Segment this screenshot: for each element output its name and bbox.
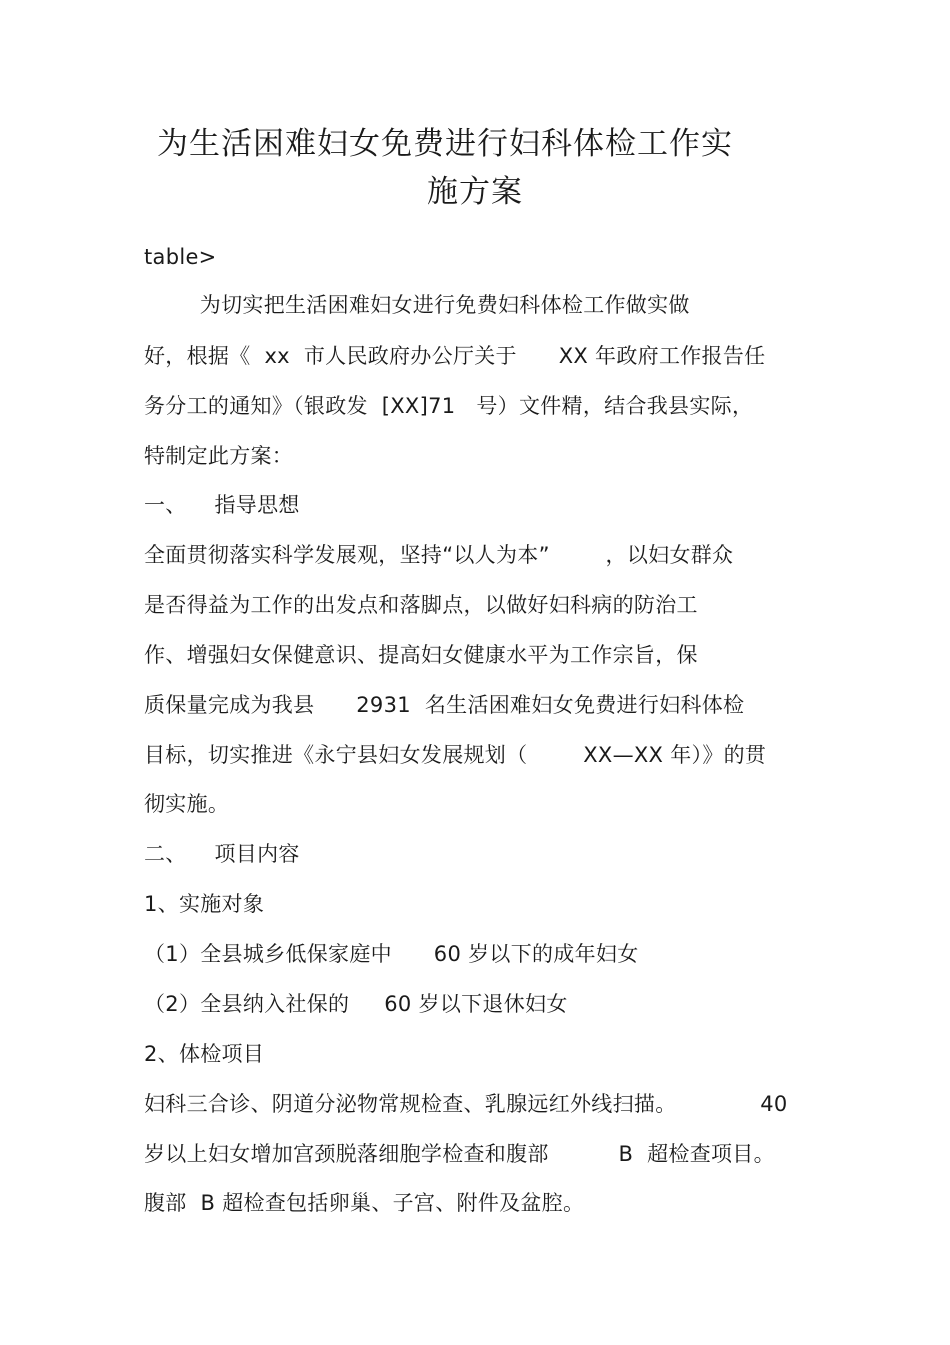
- document-title-line-2: 施方案: [427, 174, 523, 210]
- subsection-heading-1: 1、实施对象: [144, 892, 265, 916]
- subsection-heading-2: 2、体检项目: [144, 1042, 265, 1066]
- body-line-9: 作、增强妇女保健意识、提高妇女健康水平为工作宗旨，保: [144, 643, 698, 667]
- body-line-3: 好，根据《 xx 市人民政府办公厅关于 XX 年政府工作报告任: [144, 344, 766, 368]
- body-line-4: 务分工的通知》（银政发 [XX]71 号）文件精，结合我县实际，: [144, 394, 754, 418]
- body-line-19: 岁以上妇女增加宫颈脱落细胞学检查和腹部 B 超检查项目。: [144, 1142, 775, 1166]
- body-line-2: 为切实把生活困难妇女进行免费妇科体检工作做实做: [144, 293, 690, 317]
- body-line-10: 质保量完成为我县 2931 名生活困难妇女免费进行妇科体检: [144, 693, 745, 717]
- list-item-1: （1）全县城乡低保家庭中 60 岁以下的成年妇女: [144, 942, 639, 966]
- body-line-1: table>: [144, 245, 217, 269]
- body-line-18: 妇科三合诊、阴道分泌物常规检查、乳腺远红外线扫描。 40: [144, 1092, 788, 1116]
- list-item-2: （2）全县纳入社保的 60 岁以下退休妇女: [144, 992, 568, 1016]
- section-heading-2: 二、 项目内容: [144, 842, 300, 866]
- body-line-8: 是否得益为工作的出发点和落脚点，以做好妇科病的防治工: [144, 593, 698, 617]
- body-line-5: 特制定此方案：: [144, 444, 294, 468]
- document-title-line-1: 为生活困难妇女免费进行妇科体检工作实: [157, 126, 733, 162]
- body-line-12: 彻实施。: [144, 792, 230, 816]
- body-line-11: 目标，切实推进《永宁县妇女发展规划（ XX—XX 年）》的贯: [144, 743, 767, 767]
- body-line-20: 腹部 B 超检查包括卵巢、子宫、附件及盆腔。: [144, 1191, 585, 1215]
- section-heading-1: 一、 指导思想: [144, 493, 300, 517]
- body-line-7: 全面贯彻落实科学发展观，坚持“以人为本” ，以妇女群众: [144, 543, 734, 567]
